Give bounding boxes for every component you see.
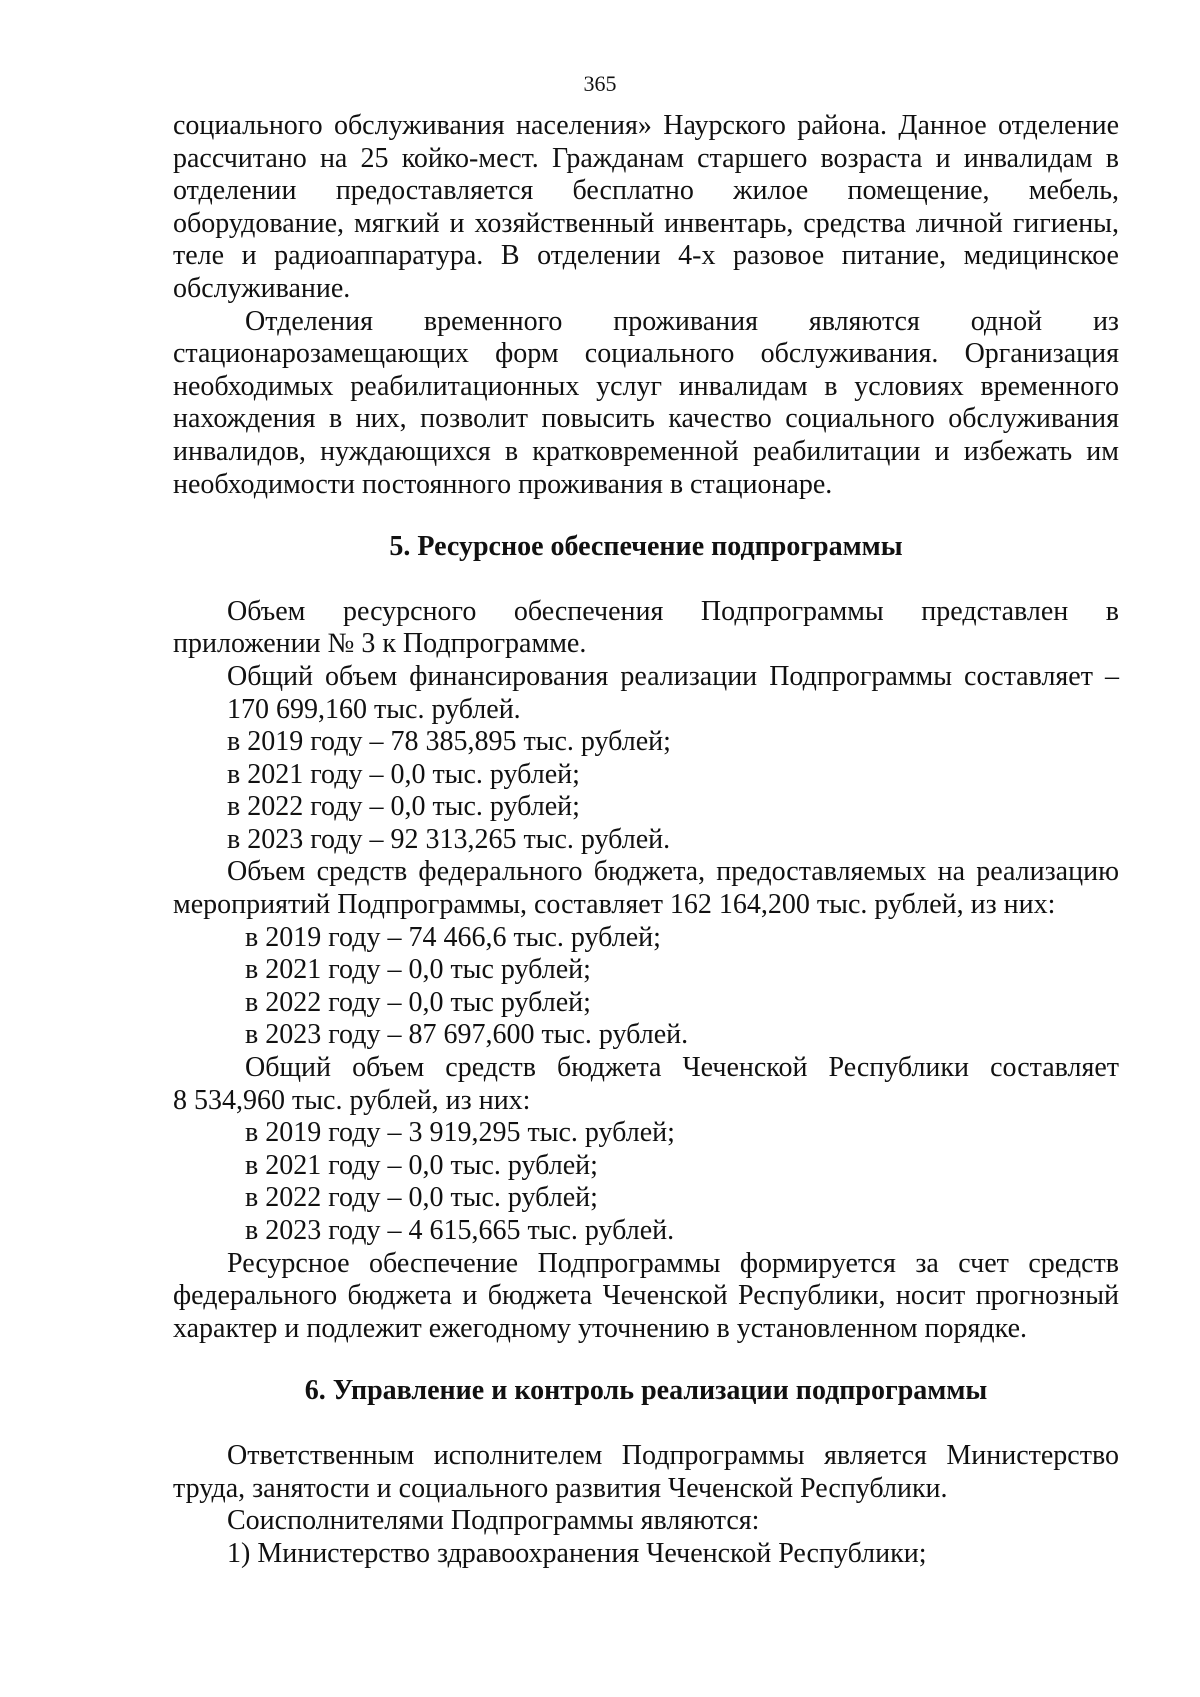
document-body xyxy=(173,110,1119,1570)
text-line: необходимости постоянного проживания в стационаре. xyxy=(173,468,833,500)
text-line: характер и подлежит ежегодному уточнению в установленном порядке. xyxy=(173,1312,1027,1344)
paragraph-co-executors xyxy=(173,1505,1119,1570)
list-item: в 2021 году – 0,0 тыс рублей; xyxy=(245,954,591,986)
paragraph-temporary-residence xyxy=(173,306,1119,502)
paragraph-federal-budget xyxy=(173,856,1119,1052)
list-item: в 2019 году – 3 919,295 тыс. рублей; xyxy=(245,1117,675,1149)
text-line: Общий объем финансирования реализации Подпрограммы составляет – xyxy=(227,660,1119,692)
section-heading-6: 6. Управление и контроль реализации подпрограммы xyxy=(304,1375,988,1407)
list-item: в 2022 году – 0,0 тыс рублей; xyxy=(245,986,591,1018)
text-line: Объем ресурсного обеспечения Подпрограммы представлен в xyxy=(227,595,1119,627)
list-item: в 2023 году – 87 697,600 тыс. рублей. xyxy=(245,1019,689,1051)
page-number: 365 xyxy=(583,71,617,96)
text-line: Ресурсное обеспечение Подпрограммы формируется за счет средств xyxy=(227,1247,1119,1279)
list-item: в 2019 году – 74 466,6 тыс. рублей; xyxy=(245,921,661,953)
text-line: 8 534,960 тыс. рублей, из них: xyxy=(173,1084,531,1116)
paragraph-total-financing xyxy=(173,661,1119,857)
paragraph-resource-forecast xyxy=(173,1248,1119,1346)
list-item: 1) Министерство здравоохранения Чеченской Республики; xyxy=(227,1537,927,1569)
section-heading-5: 5. Ресурсное обеспечение подпрограммы xyxy=(389,531,903,563)
text-line: инвалидов, нуждающихся в кратковременной реабилитации и избежать им xyxy=(173,435,1119,467)
text-line: Общий объем средств бюджета Чеченской Республики составляет xyxy=(245,1052,1119,1084)
list-item: в 2023 году – 92 313,265 тыс. рублей. xyxy=(227,823,671,855)
list-item: в 2022 году – 0,0 тыс. рублей; xyxy=(227,791,580,823)
text-line: социального обслуживания населения» Наурского района. Данное отделение xyxy=(173,110,1119,141)
text-line: федерального бюджета и бюджета Чеченской Республики, носит прогнозный xyxy=(173,1280,1119,1312)
text-line: 170 699,160 тыс. рублей. xyxy=(227,693,521,725)
text-line: Соисполнителями Подпрограммы являются: xyxy=(227,1505,760,1537)
text-line: отделении предоставляется бесплатно жилое помещение, мебель, xyxy=(173,175,1119,207)
text-line: Ответственным исполнителем Подпрограммы является Министерство xyxy=(227,1439,1119,1471)
text-line: теле и радиоаппаратура. В отделении 4-х разовое питание, медицинское xyxy=(173,240,1119,272)
list-item: в 2023 году – 4 615,665 тыс. рублей. xyxy=(245,1215,675,1246)
text-line: Объем средств федерального бюджета, предоставляемых на реализацию xyxy=(227,856,1119,888)
text-line: обслуживание. xyxy=(173,272,351,304)
text-line: оборудование, мягкий и хозяйственный инвентарь, средства личной гигиены, xyxy=(173,207,1119,239)
list-item: в 2021 году – 0,0 тыс. рублей; xyxy=(245,1149,598,1181)
paragraph-residential-department xyxy=(173,110,1119,306)
text-line: Отделения временного проживания являются одной из xyxy=(245,305,1119,337)
text-line: нахождения в них, позволит повысить качество социального обслуживания xyxy=(173,403,1119,435)
list-item: в 2021 году – 0,0 тыс. рублей; xyxy=(227,758,580,790)
text-line: приложении № 3 к Подпрограмме. xyxy=(173,628,587,660)
text-line: мероприятий Подпрограммы, составляет 162 164,200 тыс. рублей, из них: xyxy=(173,889,1056,921)
list-item: в 2019 году – 78 385,895 тыс. рублей; xyxy=(227,726,671,758)
paragraph-resource-volume xyxy=(173,596,1119,661)
text-line: труда, занятости и социального развития Чеченской Республики. xyxy=(173,1472,948,1504)
text-line: стационарозамещающих форм социального обслуживания. Организация xyxy=(173,338,1119,370)
list-item: в 2022 году – 0,0 тыс. рублей; xyxy=(245,1182,598,1214)
text-line: необходимых реабилитационных услуг инвалидам в условиях временного xyxy=(173,370,1119,402)
text-line: рассчитано на 25 койко-мест. Гражданам старшего возраста и инвалидам в xyxy=(173,142,1119,174)
paragraph-republic-budget xyxy=(173,1052,1119,1248)
paragraph-responsible-executor xyxy=(173,1440,1119,1505)
